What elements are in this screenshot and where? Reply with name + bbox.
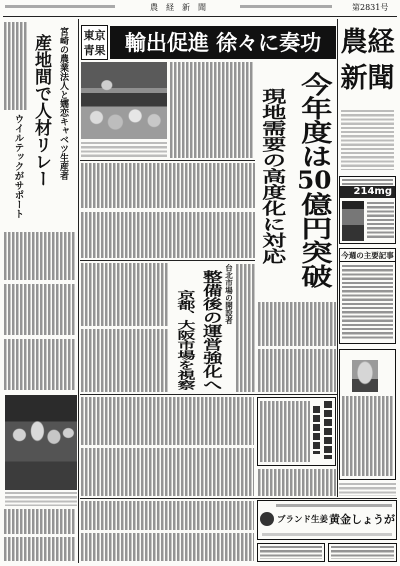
contents-list xyxy=(342,265,393,340)
lead-kicker-box xyxy=(81,25,108,60)
masthead-line2: 新聞 xyxy=(340,63,395,94)
lead-photo xyxy=(81,62,167,139)
bottom-ad-logo xyxy=(260,512,274,526)
center-story-rule xyxy=(80,260,255,261)
masthead-line1: 農経 xyxy=(340,27,395,58)
header-fine-print-right xyxy=(240,5,332,8)
lead-article-body xyxy=(170,62,254,158)
lead-photo-caption xyxy=(81,142,167,158)
feature-column-body xyxy=(260,401,310,462)
bottom-article-body xyxy=(81,533,254,561)
lead-subheadline-main-number: 50 xyxy=(297,168,332,192)
center-article-body xyxy=(236,264,255,392)
left-article-headline: 産地間で人材リレー xyxy=(31,34,51,187)
feature-column-title xyxy=(324,401,332,459)
contents-title: 今週の主要記事 xyxy=(341,251,394,260)
lead-article-body xyxy=(81,212,255,258)
left-article-body-bottom xyxy=(4,537,76,561)
left-article-body-bottom xyxy=(4,509,76,534)
left-article-body xyxy=(4,232,76,280)
right-column-rule xyxy=(337,19,338,497)
center-article-headline: 整備後の運営強化へ xyxy=(198,270,222,392)
bottom-ad-product-name: 黄金しょうが xyxy=(329,513,395,526)
column-body xyxy=(342,396,393,476)
small-ad-text xyxy=(331,546,394,559)
left-article-body xyxy=(4,339,76,390)
bottom-ad-fine-print xyxy=(276,504,392,507)
bottom-row-rule xyxy=(80,498,397,499)
sidebar-ad-tagline xyxy=(342,179,393,185)
left-article-photo xyxy=(5,395,77,490)
left-article-body xyxy=(4,284,76,335)
header-rule xyxy=(3,16,397,17)
small-ad-text xyxy=(260,546,322,559)
publisher-info xyxy=(341,110,394,170)
lead-article-body xyxy=(258,302,336,346)
bottom-article-body xyxy=(81,501,254,530)
bottom-ad-fine-print xyxy=(262,533,392,536)
sidebar-ad-product-image xyxy=(342,201,364,241)
third-row-rule xyxy=(80,394,337,395)
center-article-subheadline: 京都、大阪市場を視察 xyxy=(173,290,193,390)
column-author-portrait xyxy=(352,360,378,392)
left-article-body-top xyxy=(4,22,28,110)
header-fine-print-left xyxy=(5,5,115,8)
lead-subheadline-main xyxy=(295,72,334,288)
lead-headline-banner: 輸出促進 徐々に奏功 xyxy=(110,26,336,59)
lead-subheadline-main-part2: 億円突破 xyxy=(295,192,334,288)
feature-column-title xyxy=(313,406,320,454)
third-row-article-body xyxy=(81,448,254,496)
bottom-ad-brand-label: ブランド生姜 xyxy=(277,515,329,525)
center-article-body xyxy=(81,329,168,392)
third-row-article-body xyxy=(81,397,254,445)
center-article-kicker: 台北市場の開設者 xyxy=(224,264,234,324)
lead-kicker-top: 東京 xyxy=(83,28,106,42)
right-column-footer-text xyxy=(339,483,396,496)
center-article-body xyxy=(81,263,168,326)
lead-subheadline-secondary: 現地需要の高度化に対応 xyxy=(258,88,287,264)
lead-subheadline-main-part1: 今年度は xyxy=(295,72,334,168)
sidebar-ad-figure: 214mg xyxy=(340,186,395,198)
left-column-rule xyxy=(78,19,79,563)
left-photo-caption xyxy=(5,492,77,506)
left-article-subheadline: ウイルテックがサポート xyxy=(12,114,24,219)
third-row-article-body xyxy=(258,469,336,496)
header-issue-number: 第2831号 xyxy=(352,3,389,12)
header-paper-name: 農 経 新 聞 xyxy=(150,3,206,12)
lead-article-body xyxy=(258,349,336,392)
lead-kicker-bottom: 青果 xyxy=(83,43,106,57)
lead-row-rule xyxy=(80,160,255,161)
left-article-deck: 宮崎の農業法人と嬬恋キャベツ生産者 xyxy=(58,27,68,180)
sidebar-ad-text xyxy=(367,202,394,240)
lead-article-body xyxy=(81,163,255,208)
